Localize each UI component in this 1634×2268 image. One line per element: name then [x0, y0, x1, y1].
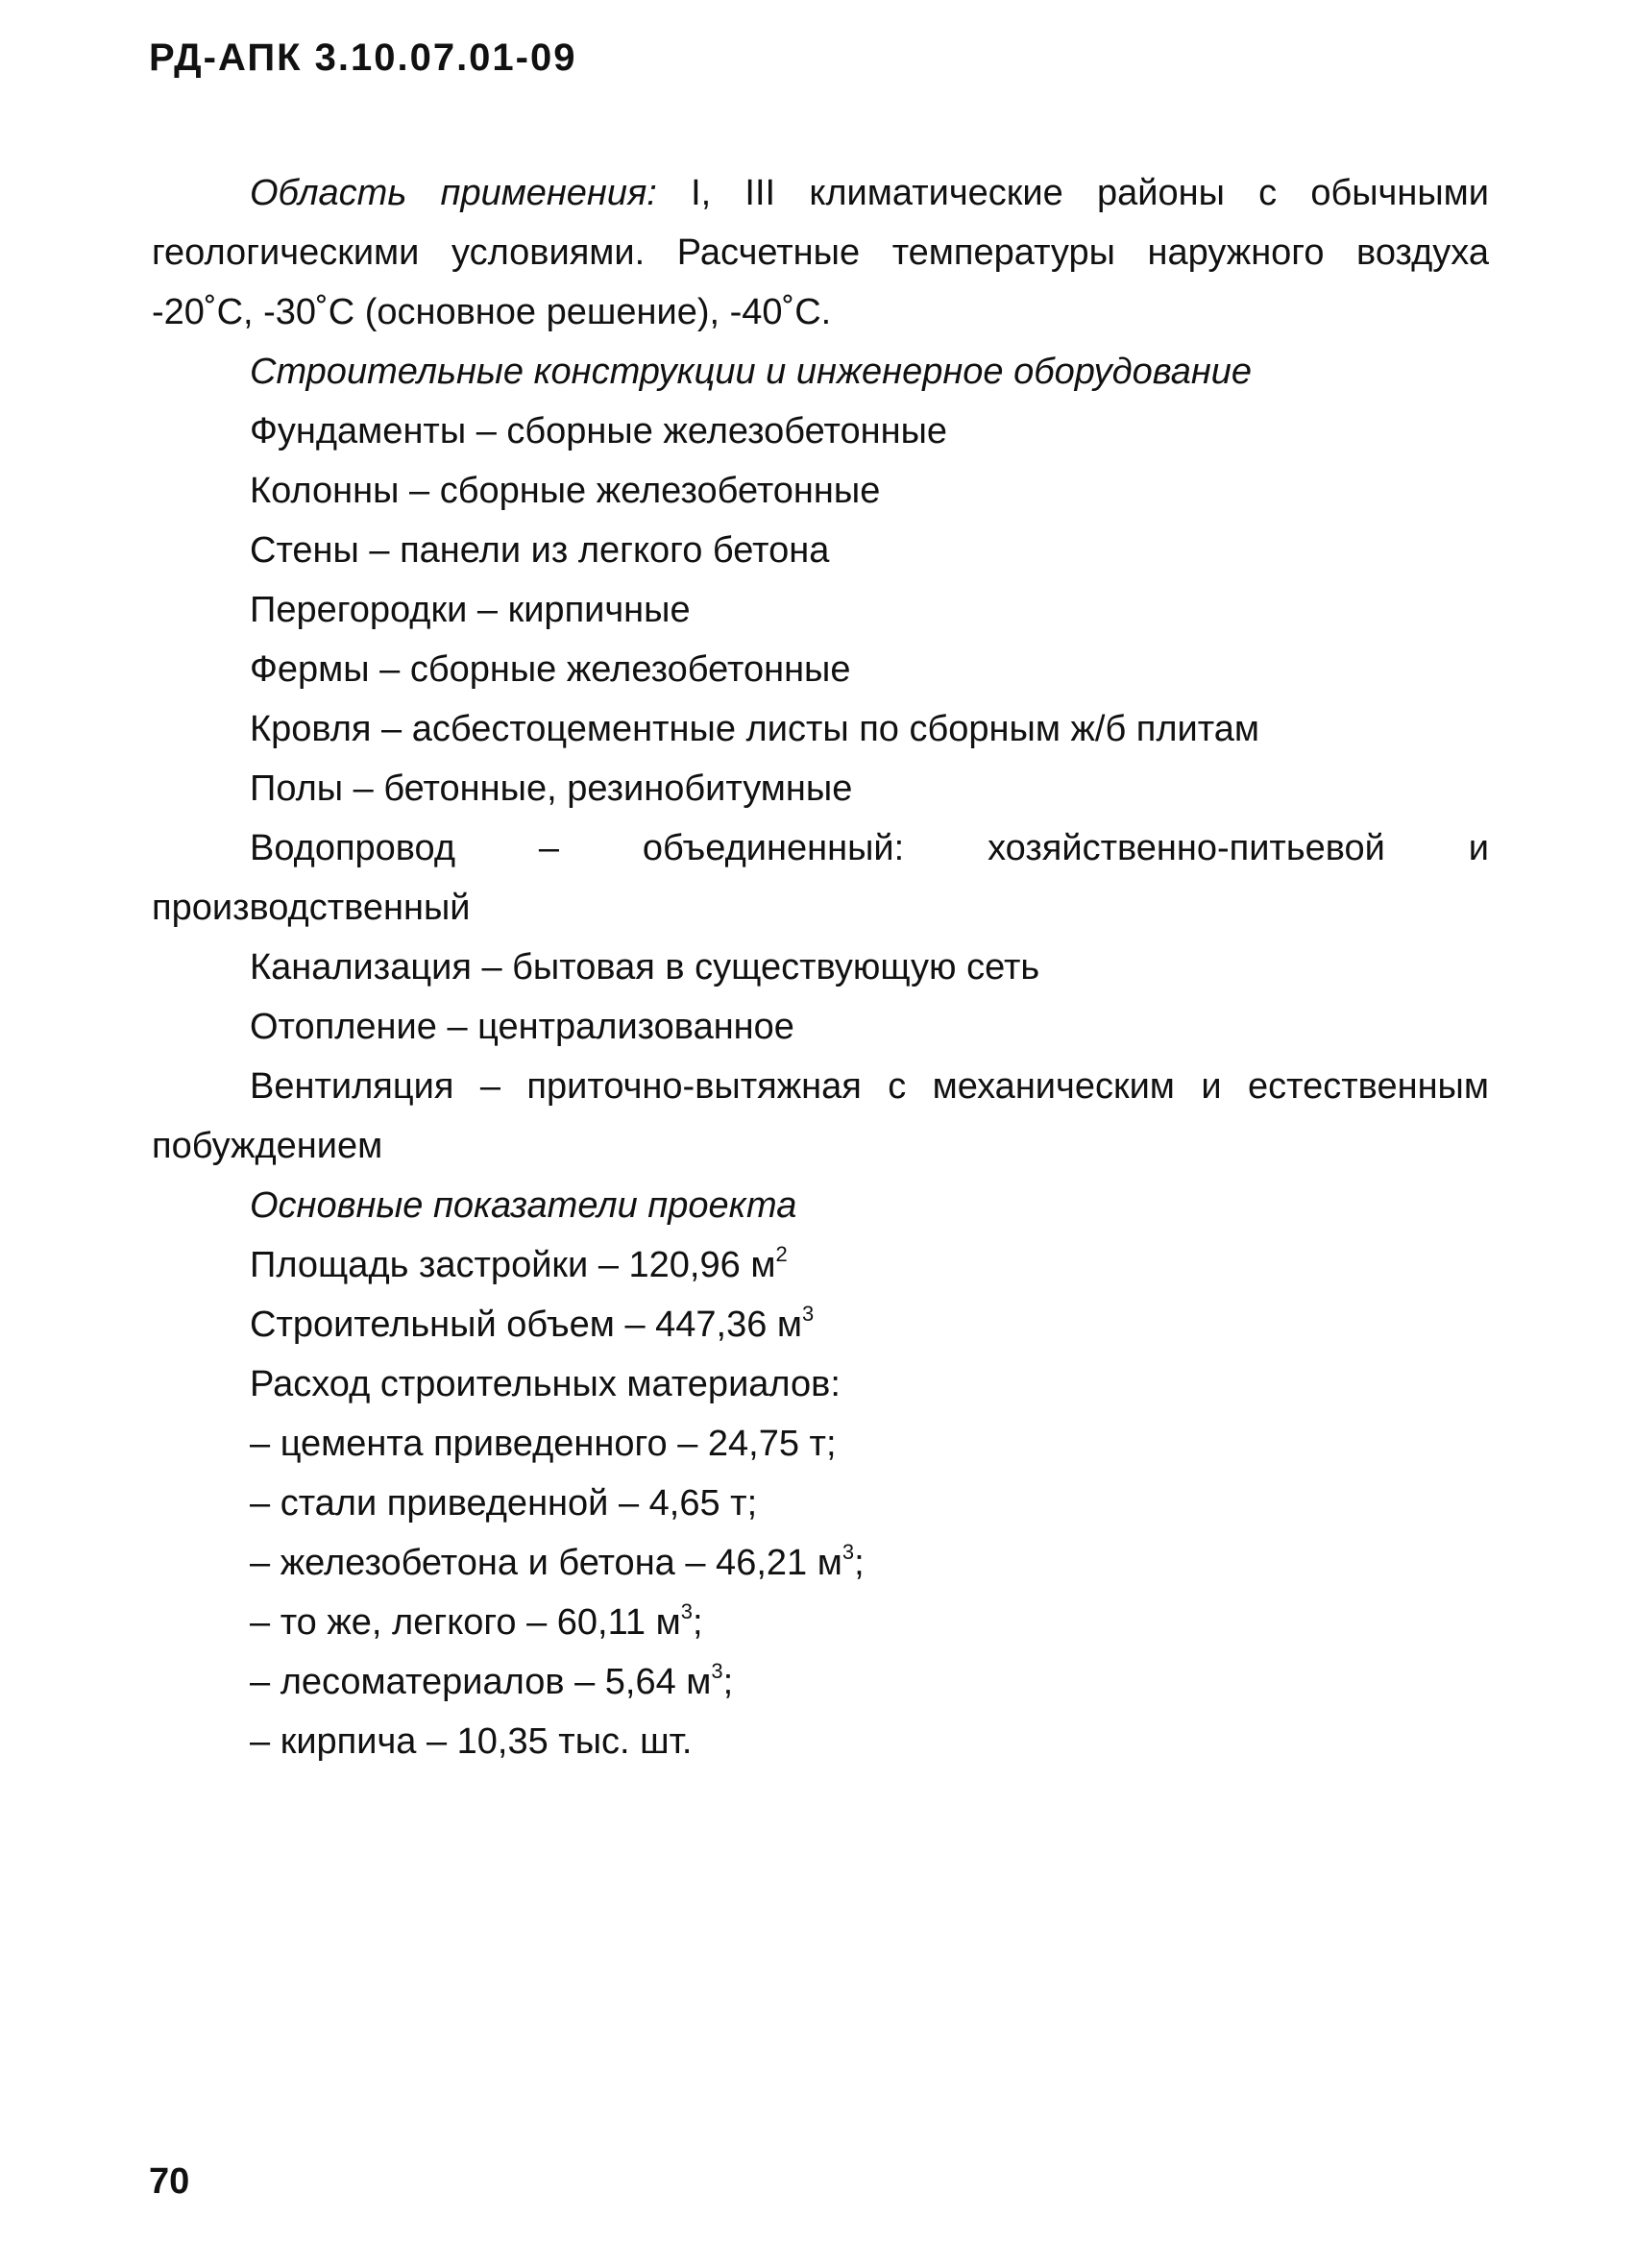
construction-item-columns: Колонны – сборные железобетонные [250, 471, 881, 511]
material-item-suffix: ; [722, 1662, 734, 1702]
construction-item-trusses: Фермы – сборные железобетонные [250, 649, 851, 690]
material-item-suffix: ; [854, 1543, 865, 1583]
material-item-exponent: 3 [841, 1540, 855, 1565]
construction-item-floors: Полы – бетонные, резинобитумные [250, 768, 853, 809]
material-item-exponent: 3 [711, 1659, 723, 1684]
construction-item-partitions: Перегородки – кирпичные [250, 590, 691, 630]
construction-item-walls: Стены – панели из легкого бетона [250, 530, 830, 571]
material-item-brick [152, 1712, 1489, 1771]
construction-item-roof: Кровля – асбестоцементные листы по сборным ж/б плитам [250, 709, 1260, 749]
material-item-exponent: 3 [680, 1599, 693, 1624]
material-item-text: – цемента приведенного – 24,75 т; [250, 1424, 837, 1464]
construction-item-foundations: Фундаменты – сборные железобетонные [250, 411, 948, 451]
scope-paragraph [152, 163, 1489, 342]
material-item-cement [152, 1414, 1489, 1474]
material-item-text: – лесоматериалов – 5,64 м [250, 1662, 712, 1702]
building-area-line [152, 1235, 1489, 1295]
document-code: РД-АПК 3.10.07.01-09 [149, 37, 577, 79]
water-supply-paragraph: Водопровод – объединенный: хозяйственно-питьевой и производственный [152, 828, 1489, 928]
material-item-suffix: ; [693, 1602, 703, 1643]
heating-line: Отопление – централизованное [250, 1007, 794, 1047]
material-item-reinforced-concrete [152, 1533, 1489, 1593]
building-volume-text: Строительный объем – 447,36 м [250, 1305, 803, 1345]
scope-text: I, III климатические районы с обычными геологическими условиями. Расчетные температуры наружного воздуха -20˚С, -30˚С (основное решение), -40˚С. [152, 173, 1490, 332]
material-item-text: – железобетона и бетона – 46,21 м [250, 1543, 842, 1583]
building-volume-unit-exponent: 3 [802, 1302, 815, 1327]
page-number: 70 [149, 2161, 190, 2202]
material-item-text: – кирпича – 10,35 тыс. шт. [250, 1721, 693, 1762]
material-item-text: – стали приведенной – 4,65 т; [250, 1483, 758, 1524]
page-content [152, 163, 1489, 1771]
material-item-steel [152, 1474, 1489, 1533]
material-item-timber [152, 1652, 1489, 1712]
building-area-text: Площадь застройки – 120,96 м [250, 1245, 776, 1285]
building-area-unit-exponent: 2 [775, 1242, 788, 1267]
indicators-heading: Основные показатели проекта [250, 1185, 797, 1226]
ventilation-paragraph: Вентиляция – приточно-вытяжная с механическим и естественным побуждением [152, 1066, 1489, 1166]
materials-label: Расход строительных материалов: [250, 1364, 841, 1404]
construction-heading: Строительные конструкции и инженерное оборудование [250, 352, 1253, 392]
material-item-lightweight-concrete [152, 1593, 1489, 1652]
scope-label: Область применения: [250, 173, 657, 213]
sewerage-line: Канализация – бытовая в существующую сеть [250, 947, 1040, 988]
building-volume-line [152, 1295, 1489, 1354]
material-item-text: – то же, легкого – 60,11 м [250, 1602, 681, 1643]
